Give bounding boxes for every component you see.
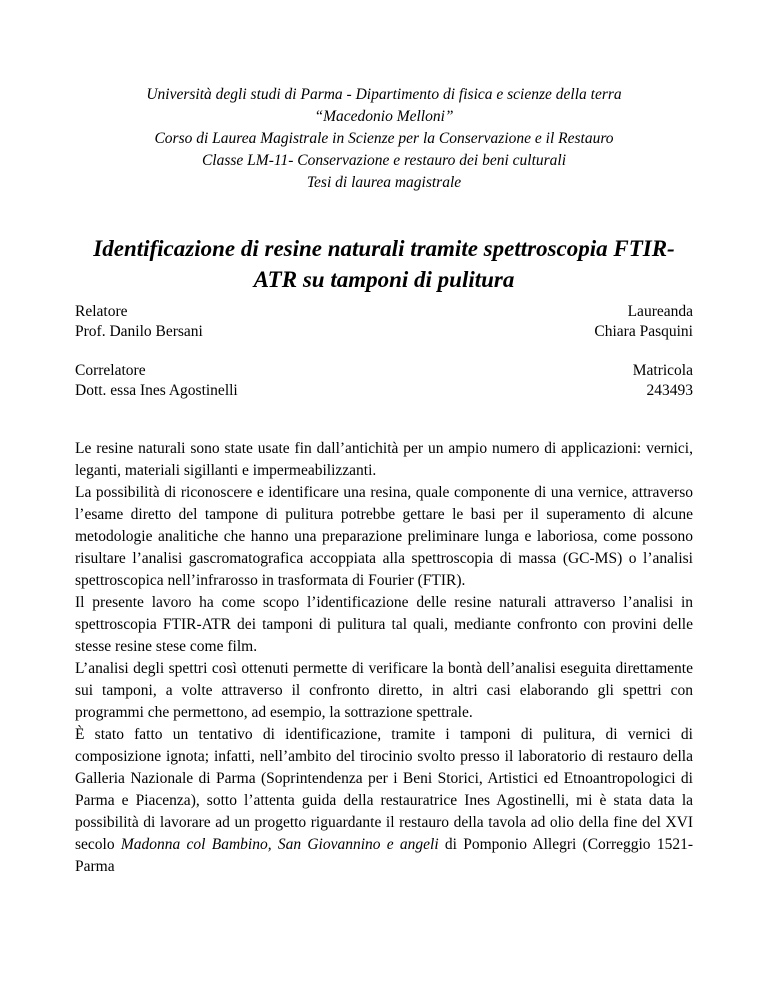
correlatore-info (75, 361, 238, 400)
thesis-title-line-2: ATR su tamponi di pulitura (253, 267, 515, 292)
header-line-course: Corso di Laurea Magistrale in Scienze per la Conservazione e il Restauro (154, 130, 614, 147)
paragraph-3: Il presente lavoro ha come scopo l’identificazione delle resine naturali attraverso l’analisi in spettroscopia FTIR-ATR dei tamponi di pulitura tal quali, mediante confronto con provini delle stesse resine stese come film. (75, 594, 693, 655)
correlatore-label: Correlatore (75, 362, 146, 379)
header-line-thesis-type: Tesi di laurea magistrale (306, 174, 462, 191)
institution-header (60, 84, 708, 194)
laureanda-label: Laureanda (627, 303, 693, 320)
supervisor-block (75, 302, 693, 342)
relatore-label: Relatore (75, 303, 128, 320)
paragraph-5-text-b: di Pomponio Allegri (Correggio 1521-Parma (75, 836, 693, 875)
laureanda-name: Chiara Pasquini (594, 322, 693, 340)
laureanda-info (594, 302, 693, 341)
paragraph-5 (75, 724, 693, 878)
paragraph-1: Le resine naturali sono state usate fin dall’antichità per un ampio numero di applicazioni: vernici, leganti, materiali sigillanti e impermeabilizzanti. (75, 440, 693, 479)
paragraph-4: L’analisi degli spettri così ottenuti permette di verificare la bontà dell’analisi eseguita direttamente sui tamponi, a volte attraverso il confronto diretto, in altri casi elaborando gli spettri con programmi che permettono, ad esempio, la sottrazione spettrale. (75, 660, 693, 721)
relatore-name: Prof. Danilo Bersani (75, 322, 203, 340)
thesis-title-line-1: Identificazione di resine naturali tramite spettroscopia FTIR- (93, 236, 675, 261)
artwork-title: Madonna col Bambino, San Giovannino e angeli (120, 836, 439, 853)
paragraph-5-text-a: È stato fatto un tentativo di identificazione, tramite i tamponi di pulitura, di vernici di composizione ignota; infatti, nell’ambito del tirocinio svolto presso il laboratorio di restauro della Galleria Nazionale di Parma (Soprintendenza per i Beni Storici, Artistici ed Etnoantropologici di Parma e Piacenza), sotto l’attenta guida della restauratrice Ines Agostinelli, mi è stata data la possibilità di lavorare ad un progetto riguardante il restauro della tavola ad olio della fine del XVI secolo (75, 726, 693, 853)
abstract-body (75, 438, 693, 878)
paragraph-2: La possibilità di riconoscere e identificare una resina, quale componente di una vernice, attraverso l’esame diretto del tampone di pulitura potrebbe gettare le basi per il superamento di alcune metodologie analitiche che hanno una preparazione preliminare lunga e laboriosa, come possono risultare l’analisi gascromatografica accoppiata alla spettroscopia di massa (GC-MS) o l’analisi spettroscopica nell’infrarosso in trasformata di Fourier (FTIR). (75, 484, 693, 589)
co-supervisor-block (75, 361, 693, 401)
matricola-value: 243493 (646, 381, 693, 399)
header-line-class: Classe LM-11- Conservazione e restauro dei beni culturali (201, 152, 567, 169)
header-line-department-name: “Macedonio Melloni” (314, 108, 454, 125)
correlatore-name: Dott. essa Ines Agostinelli (75, 381, 238, 399)
header-line-university: Università degli studi di Parma - Dipartimento di fisica e scienze della terra (146, 86, 622, 103)
matricola-label: Matricola (632, 362, 693, 379)
relatore-info (75, 302, 203, 341)
matricola-info (633, 361, 693, 400)
thesis-title (60, 233, 708, 295)
